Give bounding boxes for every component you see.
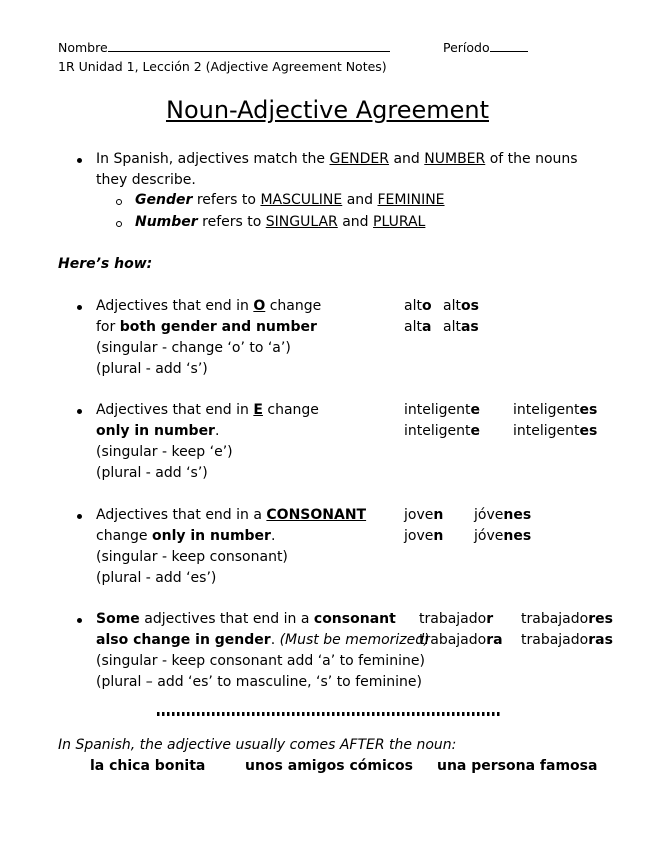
rule1-line-3: (singular - change ‘o’ to ‘a’) bbox=[96, 340, 291, 356]
example-ending: os bbox=[460, 298, 479, 314]
bullet-icon bbox=[77, 305, 82, 310]
example-stem: inteligent bbox=[404, 423, 471, 439]
example-stem: alt bbox=[404, 319, 422, 335]
example-ending: as bbox=[460, 319, 479, 335]
example-stem: trabajado bbox=[521, 611, 589, 627]
rule3-example-1b bbox=[474, 507, 531, 523]
rule2-line-2 bbox=[96, 423, 219, 439]
bullet-icon bbox=[77, 158, 82, 163]
heres-how-heading: Here’s how: bbox=[58, 256, 153, 272]
example-ending: es bbox=[579, 402, 598, 418]
rule2-scope: only in number bbox=[96, 423, 215, 439]
intro-line-1 bbox=[96, 151, 578, 167]
sub-bullet-icon bbox=[116, 221, 122, 227]
rule4-example-2a bbox=[419, 632, 503, 648]
intro-text-end: of the nouns bbox=[485, 151, 578, 167]
rule2-example-1a bbox=[404, 402, 480, 418]
gender-label: Gender bbox=[135, 192, 193, 208]
feminine-term: FEMININE bbox=[377, 192, 445, 208]
rule2-text-end: change bbox=[262, 402, 319, 418]
rule3-line-1 bbox=[96, 507, 366, 523]
gender-def-and: and bbox=[342, 192, 378, 208]
intro-text: In Spanish, adjectives match the bbox=[96, 151, 330, 167]
rule4-example-1a bbox=[419, 611, 493, 627]
example-stem: jove bbox=[404, 507, 434, 523]
example-phrase: unos amigos cómicos bbox=[245, 758, 413, 774]
rule3-line-4: (plural - add ‘es’) bbox=[96, 570, 217, 586]
rule3-example-2b bbox=[474, 528, 531, 544]
example-ending: o bbox=[421, 298, 432, 314]
rule2-example-2a bbox=[404, 423, 480, 439]
rule3-example-2a bbox=[404, 528, 443, 544]
example-stem: jóve bbox=[474, 507, 504, 523]
example-ending: n bbox=[433, 507, 444, 523]
sub-bullet-icon bbox=[116, 199, 122, 205]
rule1-line-2 bbox=[96, 319, 317, 335]
rule1-scope: both gender and number bbox=[119, 319, 317, 335]
gender-term: GENDER bbox=[329, 151, 390, 167]
number-term: NUMBER bbox=[424, 151, 486, 167]
intro-and: and bbox=[389, 151, 425, 167]
lesson-subtitle: 1R Unidad 1, Lección 2 (Adjective Agreement Notes) bbox=[58, 59, 387, 74]
number-def-text: refers to bbox=[197, 214, 266, 230]
rule1-text: Adjectives that end in bbox=[96, 298, 254, 314]
example-stem: jove bbox=[404, 528, 434, 544]
example-ending: n bbox=[433, 528, 444, 544]
plural-term: PLURAL bbox=[373, 214, 426, 230]
example-phrase: la chica bonita bbox=[90, 758, 206, 774]
bullet-icon bbox=[77, 409, 82, 414]
example-ending: es bbox=[579, 423, 598, 439]
rule1-example-1b bbox=[443, 298, 479, 314]
example-ending: r bbox=[486, 611, 494, 627]
rule3-line-3: (singular - keep consonant) bbox=[96, 549, 288, 565]
rule3-line-2 bbox=[96, 528, 275, 544]
rule2-example-1b bbox=[513, 402, 597, 418]
rule4-scope: also change in gender bbox=[96, 632, 271, 648]
rule1-for: for bbox=[96, 319, 120, 335]
period-blank bbox=[490, 50, 528, 52]
number-definition bbox=[135, 214, 425, 230]
rule2-text: Adjectives that end in bbox=[96, 402, 254, 418]
rule3-period: . bbox=[270, 528, 276, 544]
period-line bbox=[443, 40, 528, 55]
page-title: Noun-Adjective Agreement bbox=[165, 96, 489, 124]
example-stem: trabajado bbox=[419, 611, 487, 627]
gender-def-text: refers to bbox=[192, 192, 261, 208]
example-ending: nes bbox=[503, 507, 532, 523]
example-ending: e bbox=[470, 423, 481, 439]
intro-line-2: they describe. bbox=[96, 172, 196, 188]
example-stem: alt bbox=[443, 319, 461, 335]
example-stem: alt bbox=[404, 298, 422, 314]
rule3-example-1a bbox=[404, 507, 443, 523]
rule3-change: change bbox=[96, 528, 152, 544]
rule3-ending: CONSONANT bbox=[266, 507, 367, 523]
rule2-line-4: (plural - add ‘s’) bbox=[96, 465, 208, 481]
rule4-consonant: consonant bbox=[313, 611, 396, 627]
example-phrase: una persona famosa bbox=[437, 758, 598, 774]
example-ending: e bbox=[470, 402, 481, 418]
example-ending: a bbox=[421, 319, 432, 335]
example-stem: trabajado bbox=[419, 632, 487, 648]
masculine-term: MASCULINE bbox=[260, 192, 343, 208]
rule2-line-1 bbox=[96, 402, 319, 418]
rule4-line-1 bbox=[96, 611, 396, 627]
bullet-icon bbox=[77, 618, 82, 623]
example-stem: jóve bbox=[474, 528, 504, 544]
example-stem: trabajado bbox=[521, 632, 589, 648]
rule4-line-3: (singular - keep consonant add ‘a’ to feminine) bbox=[96, 653, 425, 669]
rule4-period: . bbox=[270, 632, 280, 648]
rule2-ending: E bbox=[253, 402, 263, 418]
bullet-icon bbox=[77, 514, 82, 519]
rule2-period: . bbox=[214, 423, 220, 439]
singular-term: SINGULAR bbox=[265, 214, 338, 230]
rule1-example-2a bbox=[404, 319, 431, 335]
rule4-some: Some bbox=[96, 611, 140, 627]
period-label: Período bbox=[443, 40, 490, 55]
rule2-line-3: (singular - keep ‘e’) bbox=[96, 444, 233, 460]
example-ending: res bbox=[588, 611, 613, 627]
rule4-example-1b bbox=[521, 611, 613, 627]
name-blank bbox=[108, 50, 390, 52]
rule4-line-2 bbox=[96, 632, 430, 648]
dotted-divider bbox=[157, 712, 500, 716]
rule4-text: adjectives that end in a bbox=[139, 611, 314, 627]
example-stem: alt bbox=[443, 298, 461, 314]
rule4-memorize-note: (Must be memorized) bbox=[279, 632, 430, 648]
example-stem: inteligent bbox=[513, 423, 580, 439]
rule1-ending: O bbox=[253, 298, 266, 314]
number-label: Number bbox=[135, 214, 198, 230]
example-stem: inteligent bbox=[513, 402, 580, 418]
gender-definition bbox=[135, 192, 445, 208]
rule3-scope: only in number bbox=[151, 528, 271, 544]
name-line bbox=[58, 40, 390, 55]
rule1-line-1 bbox=[96, 298, 321, 314]
rule4-example-2b bbox=[521, 632, 613, 648]
example-ending: ra bbox=[486, 632, 503, 648]
rule2-example-2b bbox=[513, 423, 597, 439]
example-stem: inteligent bbox=[404, 402, 471, 418]
rule1-line-4: (plural - add ‘s’) bbox=[96, 361, 208, 377]
example-ending: ras bbox=[588, 632, 613, 648]
name-label: Nombre bbox=[58, 40, 108, 55]
rule4-line-4: (plural – add ‘es’ to masculine, ‘s’ to feminine) bbox=[96, 674, 422, 690]
number-def-and: and bbox=[337, 214, 374, 230]
example-ending: nes bbox=[503, 528, 532, 544]
rule1-example-1a bbox=[404, 298, 432, 314]
word-order-note: In Spanish, the adjective usually comes AFTER the noun: bbox=[58, 737, 457, 753]
rule3-text: Adjectives that end in a bbox=[96, 507, 267, 523]
rule1-example-2b bbox=[443, 319, 479, 335]
rule1-text-end: change bbox=[265, 298, 322, 314]
